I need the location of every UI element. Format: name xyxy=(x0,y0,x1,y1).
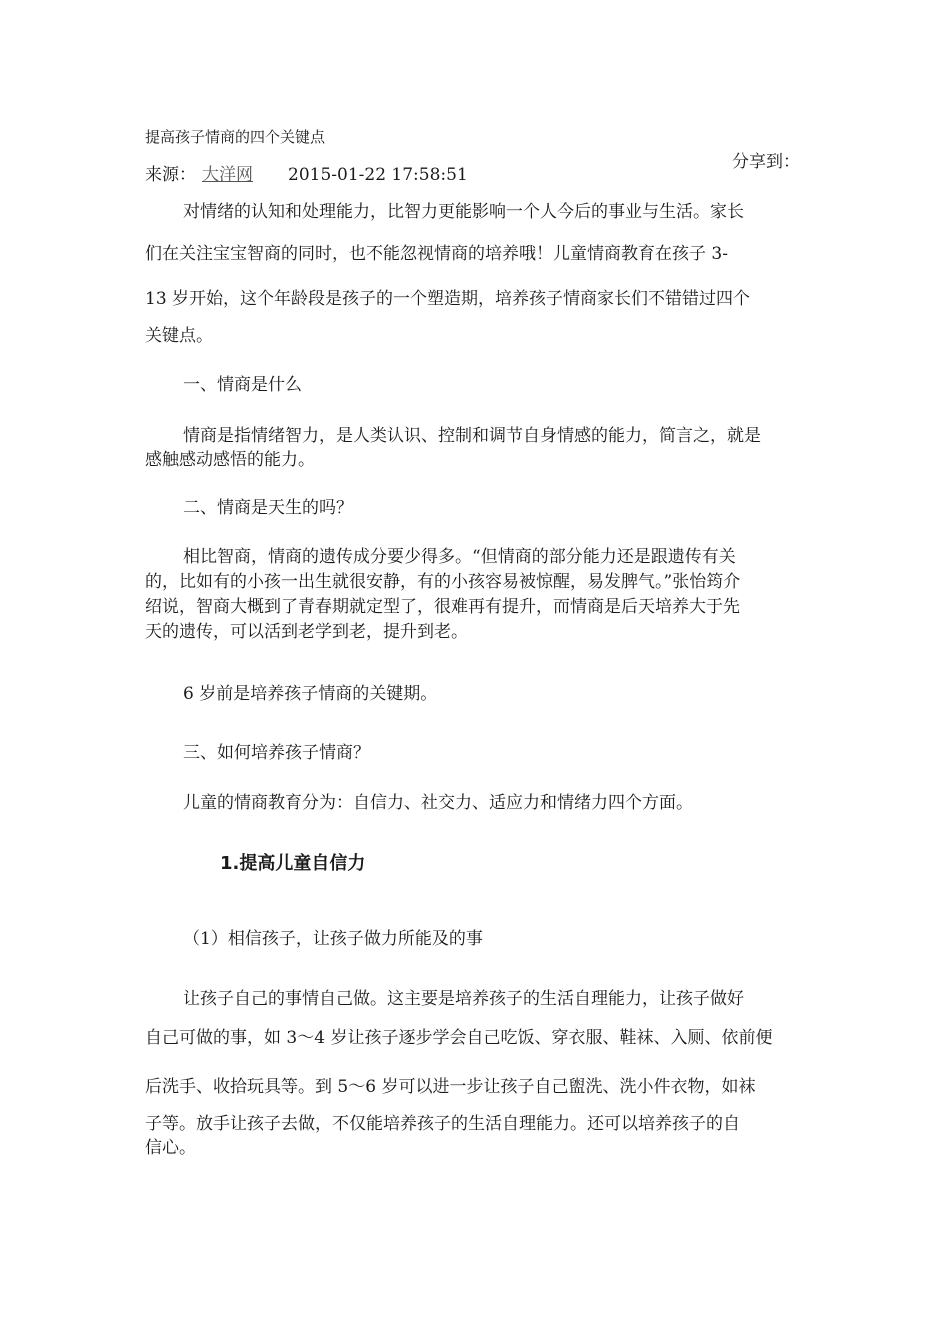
p2-line-4: 天的遗传，可以活到老学到老，提升到老。 xyxy=(145,622,468,642)
p5-line-3: 后洗手、收拾玩具等。到 5～6 岁可以进一步让孩子自己盥洗、洗小件衣物，如袜 xyxy=(145,1077,756,1097)
section-heading-3: 三、如何培养孩子情商？ xyxy=(183,743,370,763)
p5-line-5: 信心。 xyxy=(145,1138,196,1158)
source-link[interactable]: 大洋网 xyxy=(202,165,253,185)
p5-line-1: 让孩子自己的事情自己做。这主要是培养孩子的生活自理能力，让孩子做好 xyxy=(183,989,744,1009)
share-label: 分享到： xyxy=(732,152,800,172)
timestamp: 2015-01-22 17:58:51 xyxy=(288,165,468,185)
p4-line: 儿童的情商教育分为：自信力、社交力、适应力和情绪力四个方面。 xyxy=(183,793,693,813)
intro-line-2: 们在关注宝宝智商的同时，也不能忽视情商的培养哦！儿童情商教育在孩子 3- xyxy=(145,244,728,264)
article-title: 提高孩子情商的四个关键点 xyxy=(145,128,326,146)
p1-line-1: 情商是指情绪智力，是人类认识、控制和调节自身情感的能力，简言之，就是 xyxy=(183,426,761,446)
p1-line-2: 感触感动感悟的能力。 xyxy=(145,450,315,470)
p2-line-2: 的，比如有的小孩一出生就很安静，有的小孩容易被惊醒，易发脾气。”张怡筠介 xyxy=(145,572,741,592)
section-heading-1: 一、情商是什么 xyxy=(183,375,302,395)
source-label: 来源： xyxy=(145,165,196,185)
sub-point-1: （1）相信孩子，让孩子做力所能及的事 xyxy=(183,929,483,949)
subsection-heading-1: 1.提高儿童自信力 xyxy=(220,853,366,874)
p2-line-3: 绍说，智商大概到了青春期就定型了，很难再有提升，而情商是后天培养大于先 xyxy=(145,597,740,617)
p3-line: 6 岁前是培养孩子情商的关键期。 xyxy=(183,684,438,704)
intro-line-1: 对情绪的认知和处理能力，比智力更能影响一个人今后的事业与生活。家长 xyxy=(183,202,744,222)
intro-line-4: 关键点。 xyxy=(145,326,213,346)
section-heading-2: 二、情商是天生的吗？ xyxy=(183,498,353,518)
p5-line-4: 子等。放手让孩子去做，不仅能培养孩子的生活自理能力。还可以培养孩子的自 xyxy=(145,1114,740,1134)
p5-line-2: 自己可做的事，如 3～4 岁让孩子逐步学会自己吃饭、穿衣服、鞋袜、入厕、依前便 xyxy=(145,1028,773,1048)
intro-line-3: 13 岁开始，这个年龄段是孩子的一个塑造期，培养孩子情商家长们不错错过四个 xyxy=(145,289,751,309)
p2-line-1: 相比智商，情商的遗传成分要少得多。“但情商的部分能力还是跟遗传有关 xyxy=(183,547,736,567)
